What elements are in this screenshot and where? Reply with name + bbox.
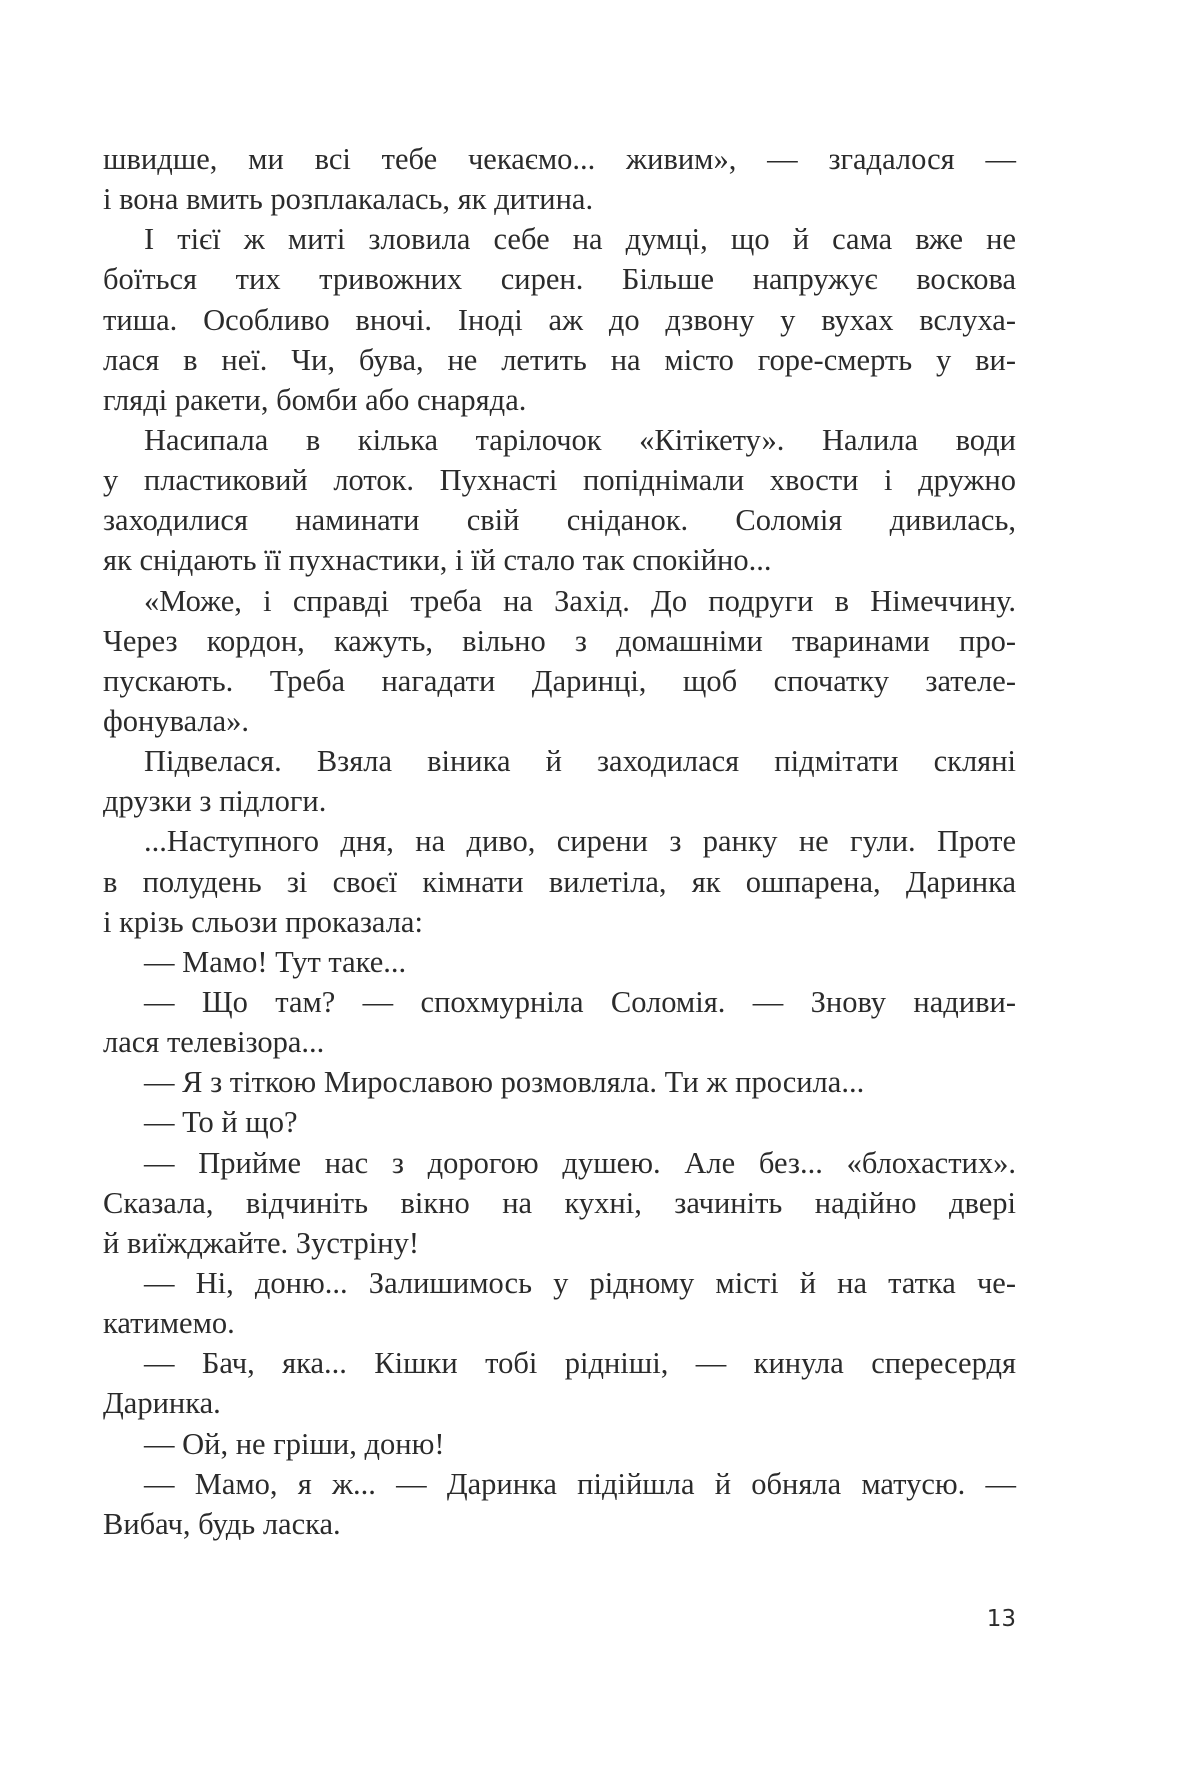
text-line: «Може, і справді треба на Захід. До подруги в Німеччину. xyxy=(144,583,1016,618)
text-line: Сказала, відчиніть вікно на кухні, зачиніть надійно двері xyxy=(103,1185,1016,1220)
text-line: тиша. Особливо вночі. Іноді аж до дзвону у вухах вслуха- xyxy=(103,302,1016,337)
paragraph xyxy=(103,741,1016,821)
text-line: І тієї ж миті зловила себе на думці, що й сама вже не xyxy=(144,222,1016,257)
paragraph xyxy=(103,1062,1016,1102)
paragraph xyxy=(103,581,1016,742)
paragraph xyxy=(103,821,1016,941)
text-line: — То й що? xyxy=(144,1105,298,1140)
text-line: — Ой, не гріши, доню! xyxy=(144,1426,445,1461)
text-line: й виїжджайте. Зустріну! xyxy=(103,1225,420,1260)
paragraph xyxy=(103,1102,1016,1142)
text-line: — Прийме нас з дорогою душею. Але без... «блохастих». xyxy=(144,1145,1016,1180)
text-line: — Бач, яка... Кішки тобі рідніші, — кинула спересердя xyxy=(144,1346,1016,1381)
paragraph xyxy=(103,1143,1016,1263)
text-line: катимемо. xyxy=(103,1306,235,1341)
paragraph xyxy=(103,982,1016,1062)
text-line: гляді ракети, бомби або снаряда. xyxy=(103,382,527,417)
text-line: заходилися наминати свій сніданок. Соломія дивилась, xyxy=(103,503,1016,538)
paragraph xyxy=(103,1424,1016,1464)
paragraph xyxy=(103,139,1016,219)
text-line: Насипала в кілька тарілочок «Кітікету». Налила води xyxy=(144,422,1016,457)
paragraph xyxy=(103,1263,1016,1343)
text-line: друзки з підлоги. xyxy=(103,784,327,819)
body-text xyxy=(103,139,1016,1544)
text-line: Підвелася. Взяла віника й заходилася підмітати скляні xyxy=(144,744,1016,779)
text-line: швидше, ми всі тебе чекаємо... живим», — згадалося — xyxy=(103,142,1016,176)
text-line: Вибач, будь ласка. xyxy=(103,1506,341,1541)
text-line: Даринка. xyxy=(103,1386,221,1421)
page-number: 13 xyxy=(986,1606,1016,1632)
text-line: і крізь сльози проказала: xyxy=(103,904,423,939)
text-line: лася в неї. Чи, бува, не летить на місто горе-смерть у ви- xyxy=(103,342,1016,377)
text-line: лася телевізора... xyxy=(103,1025,325,1060)
text-line: — Мамо! Тут таке... xyxy=(144,944,407,979)
text-line: — Мамо, я ж... — Даринка підійшла й обняла матусю. — xyxy=(144,1466,1016,1501)
text-line: як снідають її пухнастики, і їй стало так спокійно... xyxy=(103,543,772,578)
text-line: фонувала». xyxy=(103,703,250,738)
text-line: у пластиковий лоток. Пухнасті попіднімали хвости і дружно xyxy=(103,463,1016,498)
paragraph xyxy=(103,1464,1016,1544)
text-line: Через кордон, кажуть, вільно з домашніми тваринами про- xyxy=(103,623,1016,658)
paragraph xyxy=(103,219,1016,420)
text-line: і вона вмить розплакалась, як дитина. xyxy=(103,182,594,217)
text-line: ...Наступного дня, на диво, сирени з ранку не гули. Проте xyxy=(144,824,1016,859)
text-line: — Я з тіткою Мирославою розмовляла. Ти ж просила... xyxy=(144,1065,865,1100)
paragraph xyxy=(103,420,1016,581)
text-line: пускають. Треба нагадати Даринці, щоб спочатку зателе- xyxy=(103,663,1016,698)
paragraph xyxy=(103,942,1016,982)
text-line: — Ні, доню... Залишимось у рідному місті й на татка че- xyxy=(144,1265,1016,1300)
paragraph xyxy=(103,1343,1016,1423)
text-line: в полудень зі своєї кімнати вилетіла, як ошпарена, Даринка xyxy=(103,864,1016,899)
text-line: боїться тих тривожних сирен. Більше напружує воскова xyxy=(103,262,1016,297)
text-line: — Що там? — спохмурніла Соломія. — Знову надиви- xyxy=(144,984,1016,1019)
